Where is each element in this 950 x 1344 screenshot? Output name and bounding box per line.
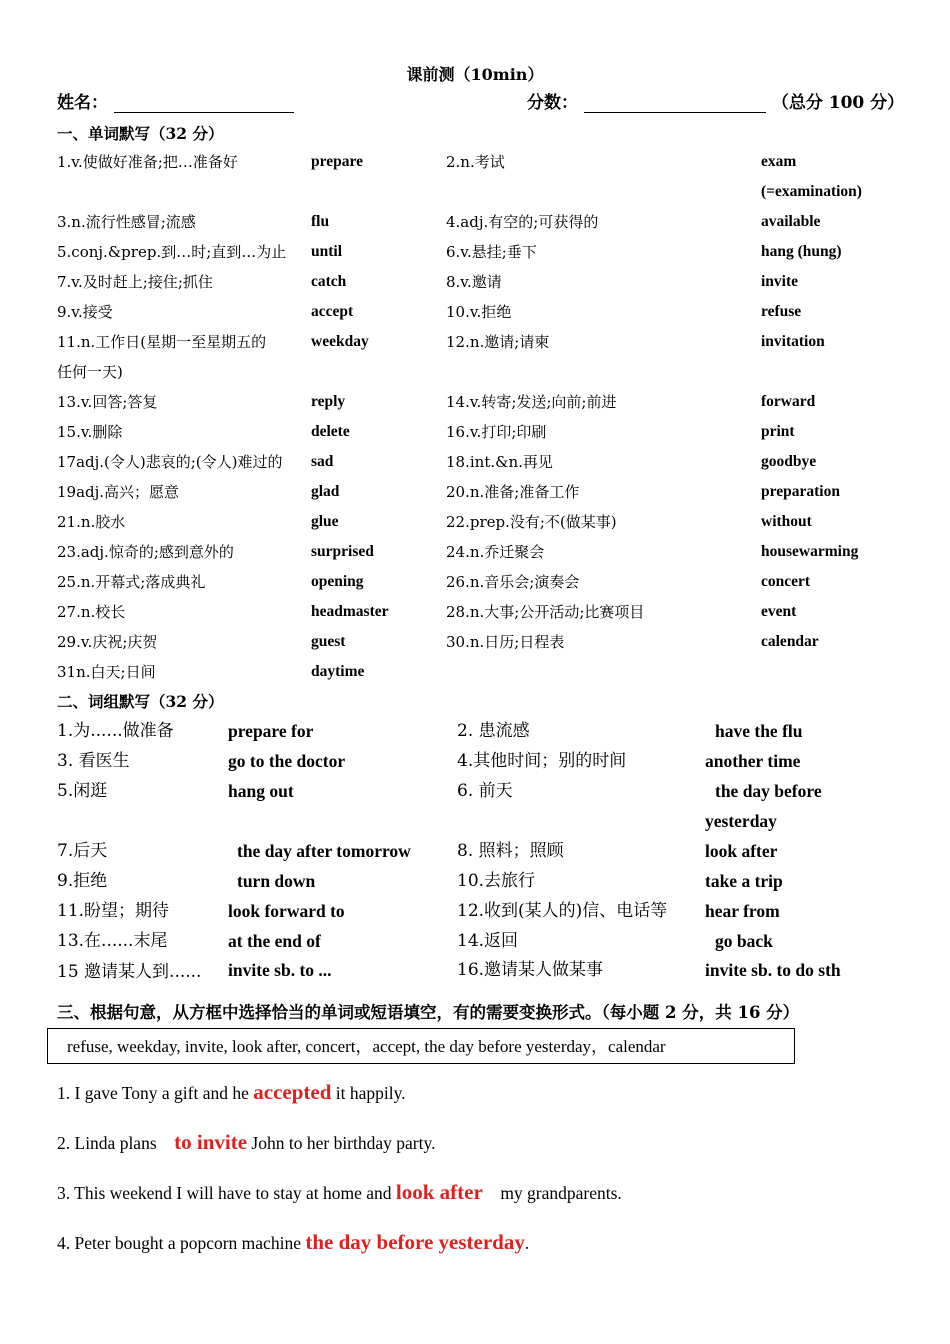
word-cn: 31n.白天;日间 (57, 663, 156, 681)
phrase-en: turn down (237, 871, 316, 891)
answer: accepted (253, 1080, 332, 1104)
page-title: 课前测（10min） (406, 65, 544, 84)
answer: the day before yesterday (305, 1230, 525, 1254)
sentence-text: 2. Linda plans (57, 1133, 175, 1153)
phrase-cn: 2. 患流感 (457, 721, 530, 741)
word-cn: 26.n.音乐会;演奏会 (446, 573, 580, 591)
word-cn: 16.v.打印;印刷 (446, 423, 547, 441)
sentence-text: . (524, 1233, 530, 1253)
phrase-cn: 16.邀请某人做某事 (457, 960, 604, 980)
word-en: reply (311, 393, 346, 410)
phrase-cn: 15 邀请某人到...... (57, 962, 202, 982)
word-en: preparation (761, 483, 840, 500)
word-en: sad (311, 453, 334, 470)
section-3-title: 三、根据句意，从方框中选择恰当的单词或短语填空，有的需要变换形式。（每小题 2 分，共 16 分） (57, 1003, 800, 1022)
total-score: （总分 100 分） (771, 93, 905, 113)
phrase-cn: 11.盼望；期待 (57, 901, 170, 921)
phrase-en: prepare for (228, 721, 314, 741)
phrase-en: at the end of (228, 931, 321, 951)
word-cn: 23.adj.惊奇的;感到意外的 (57, 543, 234, 561)
word-en: refuse (761, 303, 802, 320)
word-cn: 9.v.接受 (57, 303, 113, 321)
phrase-cn: 1.为......做准备 (57, 721, 174, 741)
phrase-cn: 14.返回 (457, 931, 519, 951)
phrase-en: take a trip (705, 871, 783, 891)
word-en: event (761, 603, 797, 620)
word-en: available (761, 213, 821, 230)
sentence-text: John to her birthday party. (247, 1133, 436, 1153)
word-en: headmaster (311, 603, 389, 620)
phrase-cn: 7.后天 (57, 841, 108, 861)
word-cn: 1.v.使做好准备;把…准备好 (57, 153, 238, 171)
sentence-4 (57, 1230, 529, 1255)
word-en: (=examination) (761, 183, 862, 200)
word-cn: 19adj.高兴；愿意 (57, 483, 180, 501)
name-blank[interactable] (114, 94, 294, 113)
word-cn: 21.n.胶水 (57, 513, 126, 531)
phrase-cn: 3. 看医生 (57, 751, 130, 771)
word-cn: 6.v.悬挂;垂下 (446, 243, 537, 261)
word-en: accept (311, 303, 354, 320)
word-cn: 30.n.日历;日程表 (446, 633, 565, 651)
word-cn: 12.n.邀请;请柬 (446, 333, 550, 351)
word-en: housewarming (761, 543, 859, 560)
word-en: forward (761, 393, 816, 410)
sentence-text: it happily. (331, 1083, 406, 1103)
word-cn: 2.n.考试 (446, 153, 505, 171)
name-score-row (57, 88, 907, 113)
word-cn: 15.v.删除 (57, 423, 123, 441)
phrase-en: yesterday (705, 811, 777, 831)
word-en: daytime (311, 663, 365, 680)
word-en: exam (761, 153, 797, 170)
word-en: invite (761, 273, 799, 290)
word-en: delete (311, 423, 350, 440)
word-cn: 11.n.工作日(星期一至星期五的 (57, 333, 267, 351)
word-cn: 25.n.开幕式;落成典礼 (57, 573, 206, 591)
word-en: concert (761, 573, 811, 590)
score-label: 分数： (527, 93, 578, 113)
sentence-text: 4. Peter bought a popcorn machine (57, 1233, 306, 1253)
word-en: glad (311, 483, 340, 500)
word-en: flu (311, 213, 330, 230)
word-en: invitation (761, 333, 825, 350)
phrase-en: go back (715, 931, 773, 951)
word-cn: 22.prep.没有;不(做某事) (446, 513, 617, 531)
word-en: guest (311, 633, 346, 650)
name-label: 姓名： (57, 93, 108, 113)
phrase-en: the day before (715, 781, 822, 801)
word-en: weekday (311, 333, 369, 350)
word-cn: 5.conj.&prep.到…时;直到…为止 (57, 243, 287, 261)
answer: look after (395, 1180, 483, 1204)
phrase-cn: 10.去旅行 (457, 871, 536, 891)
section-1-title: 一、单词默写（32 分） (57, 124, 224, 143)
word-cn: 7.v.及时赶上;接住;抓住 (57, 273, 213, 291)
phrase-en: have the flu (715, 721, 803, 741)
word-cn: 14.v.转寄;发送;向前;前进 (446, 393, 617, 411)
phrase-cn: 4.其他时间；别的时间 (457, 751, 627, 771)
phrase-cn: 13.在......末尾 (57, 931, 168, 951)
sentence-text: 1. I gave Tony a gift and he (57, 1083, 254, 1103)
sentence-2 (57, 1130, 435, 1155)
word-en: calendar (761, 633, 819, 650)
word-en: opening (311, 573, 364, 590)
phrase-en: hear from (705, 901, 780, 921)
word-en: catch (311, 273, 347, 290)
phrase-en: go to the doctor (228, 751, 346, 771)
phrase-cn: 9.拒绝 (57, 871, 108, 891)
phrase-en: hang out (228, 781, 294, 801)
word-cn: 8.v.邀请 (446, 273, 502, 291)
word-en: goodbye (761, 453, 817, 470)
sentence-text: my grandparents. (482, 1183, 622, 1203)
phrase-en: look after (705, 841, 778, 861)
word-en: print (761, 423, 795, 440)
phrase-cn: 8. 照料；照顾 (457, 841, 564, 861)
word-cn: 24.n.乔迁聚会 (446, 543, 545, 561)
sentence-text: 3. This weekend I will have to stay at home and (57, 1183, 396, 1203)
word-cn: 27.n.校长 (57, 603, 126, 621)
section-2-title: 二、词组默写（32 分） (57, 692, 224, 711)
word-en: prepare (311, 153, 363, 170)
word-bank-box: refuse, weekday, invite, look after, concert，accept, the day before yesterday，calendar (47, 1028, 795, 1064)
score-blank[interactable] (584, 94, 766, 113)
word-en: surprised (311, 543, 374, 560)
phrase-en: invite sb. to ... (228, 960, 332, 980)
word-cn: 18.int.&n.再见 (446, 453, 553, 471)
word-en: without (761, 513, 812, 530)
word-cn: 10.v.拒绝 (446, 303, 512, 321)
word-en: until (311, 243, 343, 260)
word-cn: 任何一天) (57, 363, 123, 381)
phrase-cn: 5.闲逛 (57, 781, 108, 801)
word-cn: 3.n.流行性感冒;流感 (57, 213, 196, 231)
word-cn: 20.n.准备;准备工作 (446, 483, 580, 501)
sentence-3 (57, 1180, 622, 1205)
phrase-cn: 6. 前天 (457, 781, 513, 801)
answer: to invite (174, 1130, 248, 1154)
phrase-en: the day after tomorrow (237, 841, 411, 861)
phrase-en: another time (705, 751, 801, 771)
word-en: hang (hung) (761, 243, 842, 260)
phrase-en: look forward to (228, 901, 345, 921)
sentence-1 (57, 1080, 406, 1105)
word-cn: 28.n.大事;公开活动;比赛项目 (446, 603, 645, 621)
phrase-cn: 12.收到(某人的)信、电话等 (457, 901, 668, 921)
phrase-en: invite sb. to do sth (705, 960, 841, 980)
word-cn: 4.adj.有空的;可获得的 (446, 213, 599, 231)
word-cn: 29.v.庆祝;庆贺 (57, 633, 158, 651)
word-cn: 17adj.(令人)悲哀的;(令人)难过的 (57, 453, 283, 471)
word-cn: 13.v.回答;答复 (57, 393, 158, 411)
word-en: glue (311, 513, 339, 530)
